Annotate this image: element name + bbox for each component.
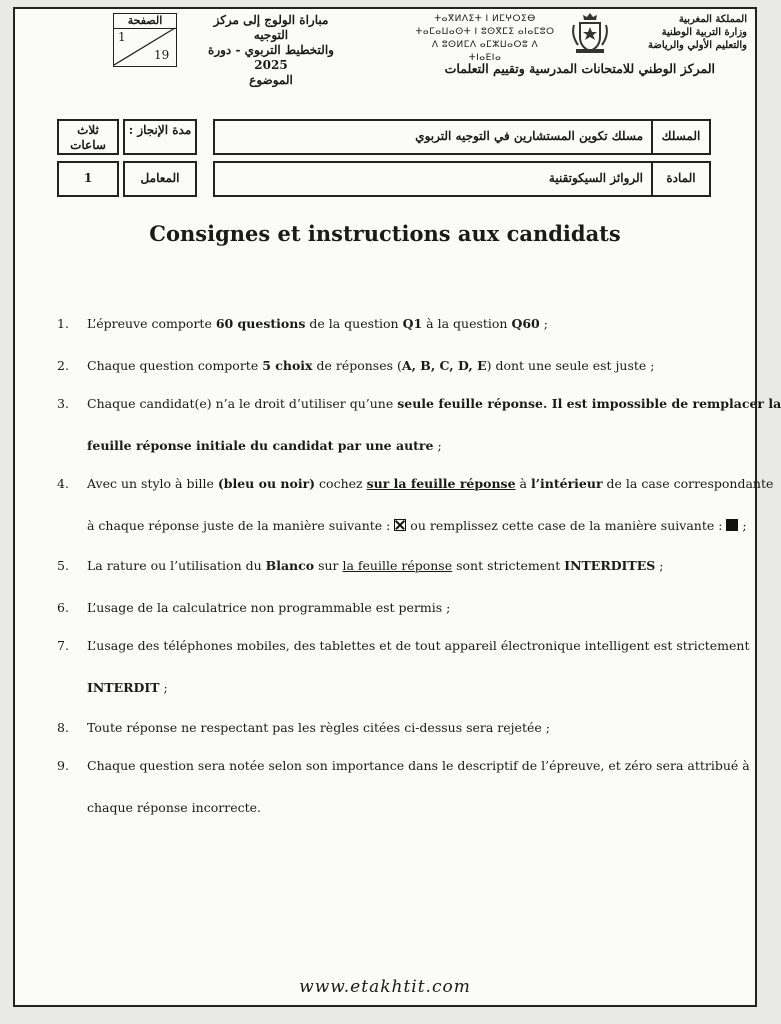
track-value-cell <box>213 119 653 155</box>
item-number: 1. <box>57 316 69 331</box>
item-number: 3. <box>57 396 69 411</box>
subject-label-cell <box>651 161 711 197</box>
duration-value-cell <box>57 119 119 155</box>
page-total: 19 <box>154 48 170 62</box>
kingdom-emblem-icon <box>570 11 610 55</box>
ministry-heading <box>617 13 747 52</box>
track-value: مسلك تكوين المستشارين في التوجيه التربوي <box>415 129 643 143</box>
tifinagh-line-2: ⵜⴰⵎⴰⵡⴰⵙⵜ ⵏ ⵓⵙⴳⵎⵉ ⴰⵏⴰⵎⵓⵔ <box>415 27 555 37</box>
subject-value-cell <box>213 161 653 197</box>
instructions-title: Consignes et instructions aux candidats <box>149 221 621 246</box>
coef-value: 1 <box>83 171 93 185</box>
item-number: 4. <box>57 476 69 491</box>
ministry-line-1: المملكة المغربية <box>678 14 747 25</box>
item-number: 6. <box>57 600 69 615</box>
tifinagh-line-1: ⵜⴰⴳⵍⴷⵉⵜ ⵏ ⵍⵎⵖⵔⵉⴱ <box>434 14 536 24</box>
website-watermark: www.etakhtit.com <box>299 977 471 997</box>
subject-value: الروائز السيكوتقنية <box>548 171 643 185</box>
page-label: الصفحة <box>114 14 176 29</box>
coef-label: المعامل <box>140 171 180 185</box>
contest-line-1: مباراة الولوج إلى مركز التوجيه <box>213 13 329 42</box>
subject-label: المادة <box>666 171 696 185</box>
contest-line-2: والتخطيط التربوي - دورة 2025 <box>208 43 334 72</box>
coef-value-cell <box>57 161 119 197</box>
tifinagh-line-3: ⴷ ⵓⵙⵍⵎⴷ ⴰⵎⵣⵡⴰⵔⵓ ⴷ ⵜⵏⴰⴹⵏⴰ <box>431 40 539 63</box>
ministry-line-3: والتعليم الأولي والرياضة <box>648 40 747 51</box>
duration-label-cell <box>123 119 197 155</box>
crossed-box-icon <box>394 519 406 531</box>
item-number: 8. <box>57 720 69 735</box>
exam-center-name: المركز الوطني للامتحانات المدرسية وتقييم التعلمات <box>444 61 715 76</box>
filled-box-icon <box>726 519 738 531</box>
page-number-box <box>113 13 177 67</box>
contest-title <box>195 13 347 88</box>
coef-label-cell <box>123 161 197 197</box>
tifinagh-heading <box>415 13 555 65</box>
item-number: 5. <box>57 558 69 573</box>
page-number: 1 <box>118 30 126 44</box>
item-number: 7. <box>57 638 69 653</box>
ministry-line-2: وزارة التربية الوطنية <box>661 27 747 38</box>
item-number: 9. <box>57 758 69 773</box>
duration-label: مدة الإنجاز : <box>128 123 192 137</box>
contest-line-3: الموضوع <box>249 73 293 87</box>
item-number: 2. <box>57 358 69 373</box>
track-label: المسلك <box>661 129 701 143</box>
duration-value: ثلاث ساعات <box>70 123 106 152</box>
track-label-cell <box>651 119 711 155</box>
exam-sheet: الصفحة 1 19 مباراة الولوج إلى مركز التوجيه والتخطيط التربوي - دورة 2025 الموضوع ⵜⴰⴳⵍⴷⵉⵜ ⵏ ⵍⵎⵖⵔⵉⴱ ⵜⴰⵎⴰⵡⴰⵙⵜ ⵏ ⵓⵙⴳⵎⵉ ⴰⵏⴰⵎⵓⵔ ⴷ ⵓⵙⵍⵎⴷ ⴰⵎⵣⵡⴰⵔⵓ ⴷ ⵜⵏⴰⴹⵏⴰ المملكة المغربية وزارة التربية الوطنية والتعليم الأولي والرياضة المركز الوطني للامتحانات المدرسية وتقييم التعلمات ثلاث ساعات مدة الإنجاز : مسلك تكوين المستشارين في التوجيه التربوي المسلك 1 المعامل الروائز السيكوتقنية المادة Consignes et instructions aux candidats 1. L’épreuve comporte 60 questions de la question Q1 à la question Q60 ; 2. Chaque question comporte 5 choix de réponses (A, B, C, D, E) dont une seule est juste ; 3. Chaque candidat(e) n’a le droit d’utiliser qu’une seule feuille réponse. Il est impossible de remplacer la feuille réponse initiale du candidat par une autre ; 4. Avec un stylo à bille (bleu ou noir) cochez sur la feuille réponse à l’intérieur de la case correspondante à chaque réponse juste de la manière suivante : ou remplissez cette case de la manière suivante : ; 5. La rature ou l’utilisation du Blanco sur la feuille réponse sont strictement INTERDITES ; 6. L’usage de la calculatrice non programmable est permis ; 7. L’usage des téléphones mobiles, des tablettes et de tout appareil électronique intelligent est strictement INTERDIT ; 8. Toute réponse ne respectant pas les règles citées ci-dessus sera rejetée ; 9. Chaque question sera notée selon son importance dans le descriptif de l’épreuve, et zéro sera attribué à chaque réponse incorrecte. www.etakhtit.com <box>13 7 757 1007</box>
